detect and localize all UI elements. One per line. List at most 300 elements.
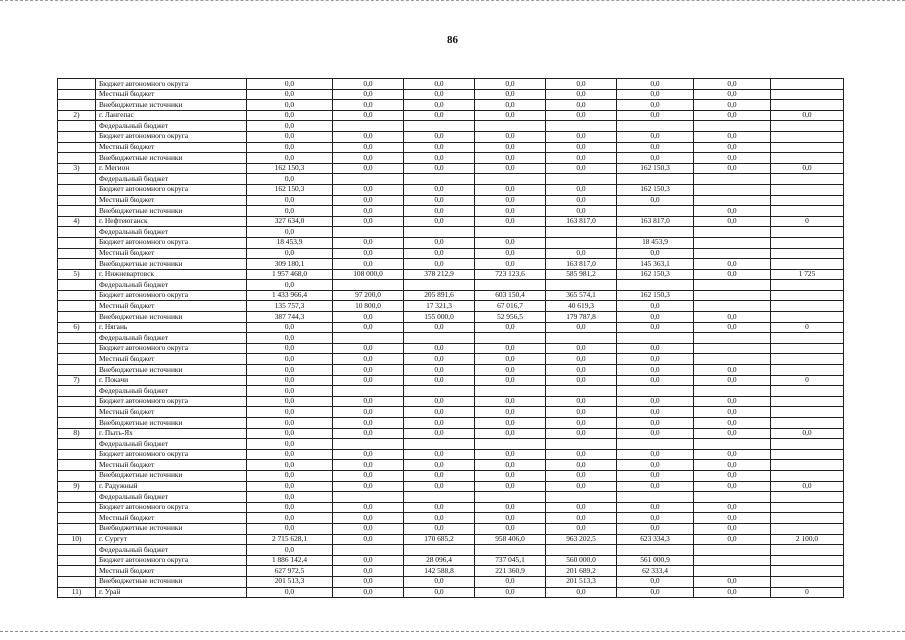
value-cell: 0,0 bbox=[247, 153, 333, 164]
row-index-cell bbox=[58, 89, 96, 100]
value-cell: 0,0 bbox=[333, 449, 404, 460]
value-cell: 0,0 bbox=[475, 481, 546, 492]
row-name-cell: г. Покачи bbox=[96, 375, 247, 386]
row-index-cell: 4) bbox=[58, 216, 96, 227]
row-index-cell bbox=[58, 195, 96, 206]
value-cell bbox=[694, 492, 771, 503]
value-cell: 0,0 bbox=[247, 206, 333, 217]
value-cell bbox=[546, 174, 617, 185]
value-cell: 0,0 bbox=[333, 365, 404, 376]
value-cell: 201 513,3 bbox=[546, 576, 617, 587]
table-row-municipality bbox=[58, 587, 844, 598]
value-cell bbox=[771, 248, 844, 259]
value-cell: 0,0 bbox=[617, 89, 694, 100]
value-cell bbox=[771, 449, 844, 460]
value-cell: 0,0 bbox=[694, 100, 771, 111]
value-cell bbox=[771, 396, 844, 407]
row-index-cell bbox=[58, 513, 96, 524]
row-name-cell: г. Урай bbox=[96, 587, 247, 598]
table-row bbox=[58, 248, 844, 259]
row-name-cell: Бюджет автономного округа bbox=[96, 449, 247, 460]
value-cell: 0,0 bbox=[546, 418, 617, 429]
value-cell bbox=[771, 227, 844, 238]
value-cell: 0,0 bbox=[475, 576, 546, 587]
value-cell: 0,0 bbox=[404, 470, 475, 481]
value-cell: 0,0 bbox=[247, 248, 333, 259]
value-cell: 0,0 bbox=[333, 206, 404, 217]
value-cell: 0,0 bbox=[247, 396, 333, 407]
value-cell: 0,0 bbox=[771, 481, 844, 492]
value-cell: 162 150,3 bbox=[247, 184, 333, 195]
value-cell bbox=[771, 89, 844, 100]
value-cell: 0,0 bbox=[475, 428, 546, 439]
value-cell: 0,0 bbox=[617, 481, 694, 492]
value-cell bbox=[617, 492, 694, 503]
value-cell: 0,0 bbox=[694, 523, 771, 534]
value-cell: 0,0 bbox=[404, 184, 475, 195]
value-cell: 0,0 bbox=[475, 259, 546, 270]
value-cell: 0,0 bbox=[404, 163, 475, 174]
row-index-cell bbox=[58, 365, 96, 376]
row-index-cell bbox=[58, 280, 96, 291]
value-cell: 163 817,0 bbox=[546, 216, 617, 227]
row-name-cell: Федеральный бюджет bbox=[96, 227, 247, 238]
row-index-cell bbox=[58, 460, 96, 471]
row-index-cell bbox=[58, 523, 96, 534]
value-cell bbox=[404, 227, 475, 238]
value-cell: 0,0 bbox=[333, 153, 404, 164]
value-cell: 0,0 bbox=[771, 428, 844, 439]
value-cell: 963 202,5 bbox=[546, 534, 617, 545]
value-cell: 0,0 bbox=[617, 428, 694, 439]
value-cell: 52 956,5 bbox=[475, 312, 546, 323]
value-cell: 0,0 bbox=[475, 365, 546, 376]
value-cell: 0,0 bbox=[694, 142, 771, 153]
row-index-cell bbox=[58, 142, 96, 153]
value-cell bbox=[771, 184, 844, 195]
row-name-cell: Федеральный бюджет bbox=[96, 386, 247, 397]
value-cell bbox=[617, 121, 694, 132]
table-row bbox=[58, 576, 844, 587]
value-cell bbox=[771, 502, 844, 513]
value-cell: 0,0 bbox=[404, 237, 475, 248]
value-cell: 0,0 bbox=[546, 100, 617, 111]
value-cell bbox=[546, 227, 617, 238]
value-cell: 0,0 bbox=[404, 206, 475, 217]
value-cell: 309 180,1 bbox=[247, 259, 333, 270]
value-cell: 0,0 bbox=[617, 301, 694, 312]
table-row bbox=[58, 206, 844, 217]
row-name-cell: г. Нягань bbox=[96, 322, 247, 333]
value-cell bbox=[771, 333, 844, 344]
value-cell: 179 787,8 bbox=[546, 312, 617, 323]
value-cell: 0,0 bbox=[546, 481, 617, 492]
value-cell: 0,0 bbox=[247, 502, 333, 513]
value-cell: 0,0 bbox=[546, 163, 617, 174]
value-cell: 0,0 bbox=[404, 513, 475, 524]
table-row bbox=[58, 502, 844, 513]
value-cell: 0,0 bbox=[694, 153, 771, 164]
value-cell: 0,0 bbox=[694, 587, 771, 598]
value-cell: 0,0 bbox=[404, 100, 475, 111]
value-cell: 0,0 bbox=[617, 100, 694, 111]
table-row bbox=[58, 555, 844, 566]
value-cell: 627 972,5 bbox=[247, 566, 333, 577]
value-cell bbox=[475, 280, 546, 291]
value-cell: 0,0 bbox=[617, 312, 694, 323]
value-cell: 0 bbox=[771, 322, 844, 333]
table-row bbox=[58, 523, 844, 534]
value-cell bbox=[771, 354, 844, 365]
row-index-cell: 7) bbox=[58, 375, 96, 386]
value-cell: 561 000,9 bbox=[617, 555, 694, 566]
table-row bbox=[58, 290, 844, 301]
value-cell: 0,0 bbox=[694, 322, 771, 333]
value-cell bbox=[771, 555, 844, 566]
row-index-cell: 9) bbox=[58, 481, 96, 492]
row-index-cell bbox=[58, 312, 96, 323]
value-cell bbox=[771, 386, 844, 397]
value-cell: 0,0 bbox=[333, 555, 404, 566]
value-cell: 378 212,9 bbox=[404, 269, 475, 280]
value-cell: 0,0 bbox=[404, 79, 475, 90]
row-name-cell: Внебюджетные источники bbox=[96, 523, 247, 534]
row-index-cell: 3) bbox=[58, 163, 96, 174]
value-cell bbox=[694, 439, 771, 450]
value-cell: 1 725 bbox=[771, 269, 844, 280]
value-cell: 0,0 bbox=[546, 354, 617, 365]
value-cell: 0,0 bbox=[617, 153, 694, 164]
row-index-cell: 11) bbox=[58, 587, 96, 598]
value-cell bbox=[771, 121, 844, 132]
value-cell: 0,0 bbox=[475, 470, 546, 481]
value-cell: 0,0 bbox=[404, 396, 475, 407]
value-cell: 0,0 bbox=[617, 576, 694, 587]
value-cell: 0,0 bbox=[404, 195, 475, 206]
table-row bbox=[58, 280, 844, 291]
value-cell: 0,0 bbox=[475, 418, 546, 429]
value-cell bbox=[694, 566, 771, 577]
value-cell: 0,0 bbox=[771, 163, 844, 174]
value-cell: 0,0 bbox=[333, 195, 404, 206]
value-cell: 2 715 628,1 bbox=[247, 534, 333, 545]
row-index-cell: 6) bbox=[58, 322, 96, 333]
value-cell bbox=[771, 545, 844, 556]
value-cell: 0,0 bbox=[247, 354, 333, 365]
value-cell: 0,0 bbox=[475, 248, 546, 259]
value-cell: 0,0 bbox=[247, 418, 333, 429]
value-cell bbox=[771, 365, 844, 376]
value-cell bbox=[771, 301, 844, 312]
value-cell bbox=[333, 439, 404, 450]
value-cell: 0,0 bbox=[546, 449, 617, 460]
value-cell: 0,0 bbox=[546, 206, 617, 217]
row-name-cell: Местный бюджет bbox=[96, 195, 247, 206]
table-row bbox=[58, 195, 844, 206]
value-cell bbox=[771, 470, 844, 481]
value-cell: 1 957 468,0 bbox=[247, 269, 333, 280]
value-cell: 0,0 bbox=[617, 343, 694, 354]
value-cell: 0,0 bbox=[475, 163, 546, 174]
table-row bbox=[58, 237, 844, 248]
value-cell: 0,0 bbox=[247, 142, 333, 153]
value-cell bbox=[546, 121, 617, 132]
table-row bbox=[58, 100, 844, 111]
value-cell: 0,0 bbox=[247, 481, 333, 492]
value-cell: 0,0 bbox=[617, 248, 694, 259]
value-cell: 0,0 bbox=[333, 142, 404, 153]
value-cell bbox=[771, 513, 844, 524]
value-cell: 0,0 bbox=[333, 418, 404, 429]
value-cell: 0,0 bbox=[694, 110, 771, 121]
value-cell: 0,0 bbox=[546, 523, 617, 534]
value-cell bbox=[771, 142, 844, 153]
value-cell: 0,0 bbox=[475, 110, 546, 121]
value-cell: 0,0 bbox=[694, 502, 771, 513]
value-cell: 0,0 bbox=[617, 418, 694, 429]
value-cell bbox=[771, 407, 844, 418]
value-cell bbox=[694, 333, 771, 344]
value-cell: 0,0 bbox=[333, 460, 404, 471]
value-cell: 387 744,3 bbox=[247, 312, 333, 323]
value-cell: 623 334,3 bbox=[617, 534, 694, 545]
value-cell bbox=[771, 566, 844, 577]
value-cell: 0,0 bbox=[333, 407, 404, 418]
value-cell: 0,0 bbox=[247, 174, 333, 185]
value-cell: 0,0 bbox=[546, 396, 617, 407]
value-cell: 0,0 bbox=[404, 502, 475, 513]
value-cell: 0,0 bbox=[247, 587, 333, 598]
value-cell bbox=[333, 280, 404, 291]
row-name-cell: Внебюджетные источники bbox=[96, 418, 247, 429]
table-row bbox=[58, 79, 844, 90]
value-cell bbox=[771, 343, 844, 354]
value-cell bbox=[694, 195, 771, 206]
row-name-cell: г. Сургут bbox=[96, 534, 247, 545]
row-name-cell: Бюджет автономного округа bbox=[96, 290, 247, 301]
value-cell: 108 000,0 bbox=[333, 269, 404, 280]
row-name-cell: Местный бюджет bbox=[96, 354, 247, 365]
value-cell bbox=[771, 576, 844, 587]
row-name-cell: Бюджет автономного округа bbox=[96, 343, 247, 354]
value-cell: 0,0 bbox=[694, 513, 771, 524]
value-cell: 0,0 bbox=[771, 110, 844, 121]
row-index-cell: 8) bbox=[58, 428, 96, 439]
value-cell bbox=[617, 545, 694, 556]
value-cell: 0,0 bbox=[247, 470, 333, 481]
row-name-cell: Федеральный бюджет bbox=[96, 280, 247, 291]
value-cell bbox=[694, 386, 771, 397]
value-cell: 0,0 bbox=[546, 470, 617, 481]
value-cell: 0,0 bbox=[333, 396, 404, 407]
budget-table bbox=[57, 78, 844, 598]
value-cell bbox=[404, 121, 475, 132]
value-cell: 0,0 bbox=[475, 513, 546, 524]
value-cell: 0,0 bbox=[617, 460, 694, 471]
row-index-cell bbox=[58, 259, 96, 270]
value-cell: 0,0 bbox=[546, 195, 617, 206]
value-cell: 0,0 bbox=[475, 184, 546, 195]
value-cell bbox=[333, 545, 404, 556]
value-cell: 0,0 bbox=[247, 428, 333, 439]
value-cell: 162 150,3 bbox=[617, 163, 694, 174]
row-index-cell bbox=[58, 174, 96, 185]
row-index-cell bbox=[58, 100, 96, 111]
value-cell: 0,0 bbox=[404, 449, 475, 460]
row-name-cell: Внебюджетные источники bbox=[96, 312, 247, 323]
table-row bbox=[58, 89, 844, 100]
value-cell bbox=[546, 492, 617, 503]
row-index-cell bbox=[58, 566, 96, 577]
table-row bbox=[58, 449, 844, 460]
table-row-municipality bbox=[58, 375, 844, 386]
value-cell bbox=[617, 280, 694, 291]
value-cell: 162 150,3 bbox=[247, 163, 333, 174]
value-cell: 0,0 bbox=[247, 227, 333, 238]
table-row bbox=[58, 354, 844, 365]
value-cell: 62 333,4 bbox=[617, 566, 694, 577]
value-cell: 0,0 bbox=[333, 131, 404, 142]
value-cell bbox=[771, 492, 844, 503]
row-name-cell: Бюджет автономного округа bbox=[96, 184, 247, 195]
table-row bbox=[58, 312, 844, 323]
row-index-cell bbox=[58, 470, 96, 481]
value-cell: 221 360,9 bbox=[475, 566, 546, 577]
value-cell: 0,0 bbox=[247, 513, 333, 524]
value-cell: 0,0 bbox=[617, 407, 694, 418]
value-cell: 0,0 bbox=[333, 100, 404, 111]
table-row bbox=[58, 121, 844, 132]
table-row bbox=[58, 131, 844, 142]
value-cell bbox=[694, 174, 771, 185]
value-cell bbox=[475, 386, 546, 397]
value-cell bbox=[771, 100, 844, 111]
table-row bbox=[58, 259, 844, 270]
value-cell: 0,0 bbox=[694, 576, 771, 587]
value-cell bbox=[333, 174, 404, 185]
row-index-cell bbox=[58, 439, 96, 450]
row-index-cell bbox=[58, 333, 96, 344]
row-name-cell: Бюджет автономного округа bbox=[96, 396, 247, 407]
value-cell: 0,0 bbox=[546, 407, 617, 418]
value-cell: 737 045,1 bbox=[475, 555, 546, 566]
row-index-cell bbox=[58, 555, 96, 566]
value-cell: 0,0 bbox=[333, 576, 404, 587]
value-cell: 0,0 bbox=[694, 418, 771, 429]
value-cell bbox=[694, 343, 771, 354]
row-name-cell: Федеральный бюджет bbox=[96, 121, 247, 132]
row-name-cell: г. Радужный bbox=[96, 481, 247, 492]
value-cell: 18 453,9 bbox=[247, 237, 333, 248]
row-name-cell: г. Нижневартовск bbox=[96, 269, 247, 280]
value-cell bbox=[617, 206, 694, 217]
scan-edge-bottom bbox=[0, 631, 905, 636]
row-index-cell bbox=[58, 449, 96, 460]
value-cell: 0,0 bbox=[247, 89, 333, 100]
row-name-cell: Внебюджетные источники bbox=[96, 576, 247, 587]
value-cell: 0,0 bbox=[404, 248, 475, 259]
row-name-cell: Внебюджетные источники bbox=[96, 100, 247, 111]
value-cell: 0,0 bbox=[694, 407, 771, 418]
table-row bbox=[58, 343, 844, 354]
row-name-cell: Внебюджетные источники bbox=[96, 259, 247, 270]
row-name-cell: Федеральный бюджет bbox=[96, 439, 247, 450]
value-cell: 0,0 bbox=[247, 460, 333, 471]
value-cell: 17 321,3 bbox=[404, 301, 475, 312]
table-row-municipality bbox=[58, 163, 844, 174]
row-name-cell: Бюджет автономного округа bbox=[96, 79, 247, 90]
value-cell: 0,0 bbox=[475, 396, 546, 407]
value-cell: 0,0 bbox=[694, 534, 771, 545]
value-cell: 0,0 bbox=[404, 259, 475, 270]
value-cell: 201 689,2 bbox=[546, 566, 617, 577]
row-index-cell bbox=[58, 354, 96, 365]
value-cell: 155 000,0 bbox=[404, 312, 475, 323]
table-row bbox=[58, 418, 844, 429]
value-cell: 0 bbox=[771, 375, 844, 386]
value-cell: 603 150,4 bbox=[475, 290, 546, 301]
value-cell bbox=[694, 184, 771, 195]
value-cell: 0,0 bbox=[404, 481, 475, 492]
value-cell bbox=[475, 174, 546, 185]
value-cell bbox=[771, 206, 844, 217]
row-name-cell: Внебюджетные источники bbox=[96, 153, 247, 164]
value-cell: 0,0 bbox=[247, 333, 333, 344]
value-cell: 0,0 bbox=[546, 502, 617, 513]
value-cell bbox=[404, 174, 475, 185]
value-cell bbox=[694, 545, 771, 556]
value-cell: 0,0 bbox=[546, 79, 617, 90]
value-cell: 0,0 bbox=[475, 407, 546, 418]
value-cell bbox=[404, 492, 475, 503]
value-cell bbox=[333, 227, 404, 238]
value-cell: 162 150,3 bbox=[617, 290, 694, 301]
value-cell: 0,0 bbox=[247, 365, 333, 376]
value-cell: 0,0 bbox=[694, 79, 771, 90]
value-cell: 0,0 bbox=[333, 470, 404, 481]
value-cell: 0,0 bbox=[546, 428, 617, 439]
value-cell bbox=[404, 280, 475, 291]
row-index-cell: 5) bbox=[58, 269, 96, 280]
row-index-cell bbox=[58, 396, 96, 407]
value-cell: 0,0 bbox=[247, 280, 333, 291]
row-index-cell bbox=[58, 227, 96, 238]
row-index-cell bbox=[58, 121, 96, 132]
value-cell: 0,0 bbox=[475, 502, 546, 513]
value-cell bbox=[546, 386, 617, 397]
table-row bbox=[58, 333, 844, 344]
value-cell: 0,0 bbox=[546, 142, 617, 153]
value-cell: 67 016,7 bbox=[475, 301, 546, 312]
row-index-cell bbox=[58, 248, 96, 259]
value-cell: 0,0 bbox=[617, 195, 694, 206]
value-cell: 0,0 bbox=[247, 449, 333, 460]
value-cell: 0,0 bbox=[404, 407, 475, 418]
row-name-cell: Внебюджетные источники bbox=[96, 365, 247, 376]
value-cell bbox=[546, 439, 617, 450]
row-index-cell bbox=[58, 492, 96, 503]
value-cell bbox=[546, 333, 617, 344]
value-cell: 145 363,1 bbox=[617, 259, 694, 270]
value-cell: 0,0 bbox=[546, 365, 617, 376]
value-cell: 0,0 bbox=[475, 343, 546, 354]
table-row bbox=[58, 470, 844, 481]
value-cell: 0,0 bbox=[694, 481, 771, 492]
value-cell: 0,0 bbox=[694, 365, 771, 376]
value-cell: 0,0 bbox=[475, 460, 546, 471]
value-cell: 0,0 bbox=[404, 460, 475, 471]
row-index-cell bbox=[58, 418, 96, 429]
